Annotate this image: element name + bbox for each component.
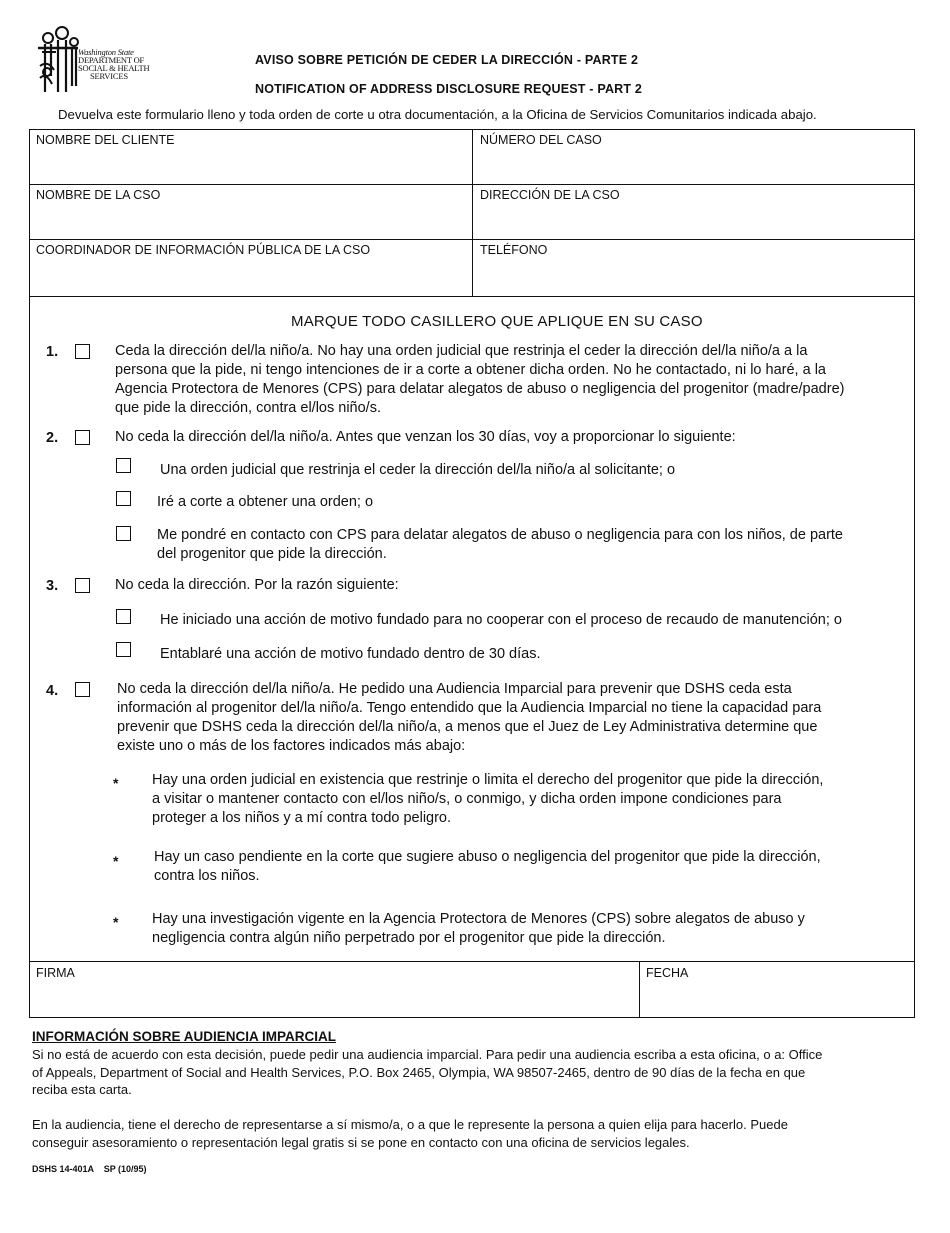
logo-line3: SERVICES bbox=[90, 71, 128, 81]
client-name-field[interactable]: NOMBRE DEL CLIENTE bbox=[36, 133, 175, 147]
factor-1-line: Hay una orden judicial en existencia que restrinje o limita el derecho del progenitor que pide la dirección, bbox=[152, 772, 824, 788]
factor-3-line: negligencia contra algún niño perpetrado por el progenitor que pide la dirección. bbox=[152, 930, 666, 946]
title-english: NOTIFICATION OF ADDRESS DISCLOSURE REQUEST - PART 2 bbox=[255, 82, 643, 96]
title-spanish: AVISO SOBRE PETICIÓN DE CEDER LA DIRECCIÓN - PARTE 2 bbox=[255, 53, 639, 67]
factor-3-line: Hay una investigación vigente en la Agencia Protectora de Menores (CPS) sobre alegatos de abuso y bbox=[152, 911, 805, 927]
divider bbox=[472, 129, 473, 297]
option-1-line: que pide la dirección, contra el/los niño/s. bbox=[115, 400, 381, 416]
option-1-line: Ceda la dirección del/la niño/a. No hay una orden judicial que restrinja el ceder la dirección del/la niño/a a la bbox=[115, 343, 808, 359]
factor-2-line: contra los niños. bbox=[154, 868, 260, 884]
fair-hearing-paragraph-2 bbox=[32, 1116, 912, 1151]
option-4-line: prevenir que DSHS ceda la dirección del/la niño/a, a menos que el Juez de Ley Administrativa determine que bbox=[117, 719, 818, 735]
option-2a-checkbox[interactable] bbox=[116, 458, 131, 473]
option-number: 1. bbox=[46, 344, 59, 360]
logo-line2: SOCIAL & HEALTH bbox=[78, 63, 150, 73]
option-number: 4. bbox=[46, 683, 59, 699]
fair-hearing-paragraph-1 bbox=[32, 1046, 912, 1099]
logo-state: Washington State bbox=[78, 47, 134, 57]
instructions: Devuelva este formulario lleno y toda orden de corte u otra documentación, a la Oficina de Servicios Comunitarios indicada abajo. bbox=[58, 107, 817, 122]
option-2c-text bbox=[157, 526, 843, 564]
option-1-checkbox[interactable] bbox=[75, 344, 90, 359]
option-3b-checkbox[interactable] bbox=[116, 642, 131, 657]
option-2c-line: del progenitor que pide la dirección. bbox=[157, 546, 387, 562]
option-4-line: información al progenitor del/la niño/a. Tengo entendido que la Audiencia Imparcial no tiene la capacidad para bbox=[117, 700, 822, 716]
option-3-text: No ceda la dirección. Por la razón siguiente: bbox=[115, 577, 399, 593]
signature-field[interactable]: FIRMA bbox=[36, 966, 75, 980]
cso-coordinator-field[interactable]: COORDINADOR DE INFORMACIÓN PÚBLICA DE LA CSO bbox=[36, 243, 371, 257]
logo-line1: DEPARTMENT OF bbox=[78, 55, 145, 65]
bullet-star: * bbox=[113, 775, 119, 791]
family-figures-icon bbox=[36, 26, 80, 96]
factor-1-line: a visitar o mantener contacto con el/los niño/s, o conmigo, y dicha orden impone condiciones para bbox=[152, 791, 782, 807]
option-1-line: Agencia Protectora de Menores (CPS) para delatar alegatos de abuso o negligencia del progenitor (madre/padre) bbox=[115, 381, 845, 397]
fair-hearing-title: INFORMACIÓN SOBRE AUDIENCIA IMPARCIAL bbox=[32, 1029, 336, 1044]
option-2b-checkbox[interactable] bbox=[116, 491, 131, 506]
fair-hearing-line: Si no está de acuerdo con esta decisión, puede pedir una audiencia imparcial. Para pedir una audiencia escriba a esta oficina, o a: Office bbox=[32, 1047, 823, 1062]
option-2c-checkbox[interactable] bbox=[116, 526, 131, 541]
factor-1-line: proteger a los niños y a mí contra todo peligro. bbox=[152, 810, 452, 826]
option-2-text: No ceda la dirección del/la niño/a. Antes que venzan los 30 días, voy a proporcionar lo siguiente: bbox=[115, 429, 736, 445]
fair-hearing-line: reciba esta carta. bbox=[32, 1082, 132, 1097]
case-number-field[interactable]: NÚMERO DEL CASO bbox=[480, 133, 602, 147]
divider bbox=[639, 961, 640, 1017]
option-4-line: No ceda la dirección del/la niño/a. He pedido una Audiencia Imparcial para prevenir que DSHS ceda esta bbox=[117, 681, 792, 697]
option-3a-checkbox[interactable] bbox=[116, 609, 131, 624]
option-4-text bbox=[117, 680, 821, 756]
phone-field[interactable]: TELÉFONO bbox=[480, 243, 548, 257]
form-code: DSHS 14-401A SP (10/95) bbox=[32, 1164, 147, 1174]
fair-hearing-line: conseguir asesoramiento o representación legal gratis si se pone en contacto con una oficina de servicios legales. bbox=[32, 1134, 690, 1150]
option-2a-text: Una orden judicial que restrinja el ceder la dirección del/la niño/a al solicitante; o bbox=[160, 462, 676, 478]
bullet-star: * bbox=[113, 853, 119, 869]
factor-2-line: Hay un caso pendiente en la corte que sugiere abuso o negligencia del progenitor que pide la dirección, bbox=[154, 849, 821, 865]
option-number: 3. bbox=[46, 578, 59, 594]
option-3a-text: He iniciado una acción de motivo fundado para no cooperar con el proceso de recaudo de manutención; o bbox=[160, 612, 842, 628]
option-3b-text: Entablaré una acción de motivo fundado dentro de 30 días. bbox=[160, 646, 541, 662]
options-heading: MARQUE TODO CASILLERO QUE APLIQUE EN SU CASO bbox=[291, 313, 703, 330]
dshs-logo bbox=[36, 26, 156, 96]
factor-1-text bbox=[152, 771, 823, 828]
option-2-checkbox[interactable] bbox=[75, 430, 90, 445]
factor-3-text bbox=[152, 910, 805, 948]
bullet-star: * bbox=[113, 914, 119, 930]
option-1-text bbox=[115, 342, 844, 418]
option-3-checkbox[interactable] bbox=[75, 578, 90, 593]
option-2b-text: Iré a corte a obtener una orden; o bbox=[157, 494, 374, 510]
option-2c-line: Me pondré en contacto con CPS para delatar alegatos de abuso o negligencia para con los niños, de parte bbox=[157, 527, 843, 543]
option-4-checkbox[interactable] bbox=[75, 682, 90, 697]
option-number: 2. bbox=[46, 430, 59, 446]
factor-2-text bbox=[154, 848, 821, 886]
option-1-line: persona que la pide, ni tengo intenciones de ir a corte a obtener dicha orden. No he contactado, ni lo haré, a la bbox=[115, 362, 826, 378]
fair-hearing-line: En la audiencia, tiene el derecho de representarse a sí mismo/a, o a que le represente la persona a quien elija para hacerlo. Puede bbox=[32, 1117, 788, 1132]
divider bbox=[29, 961, 915, 962]
date-field[interactable]: FECHA bbox=[646, 966, 689, 980]
option-4-line: existe uno o más de los factores indicados más abajo: bbox=[117, 738, 466, 754]
cso-name-field[interactable]: NOMBRE DE LA CSO bbox=[36, 188, 161, 202]
fair-hearing-line: of Appeals, Department of Social and Health Services, P.O. Box 2465, Olympia, WA 98507-2465, dentro de 90 días de la fecha en que bbox=[32, 1064, 806, 1080]
cso-address-field[interactable]: DIRECCIÓN DE LA CSO bbox=[480, 188, 620, 202]
